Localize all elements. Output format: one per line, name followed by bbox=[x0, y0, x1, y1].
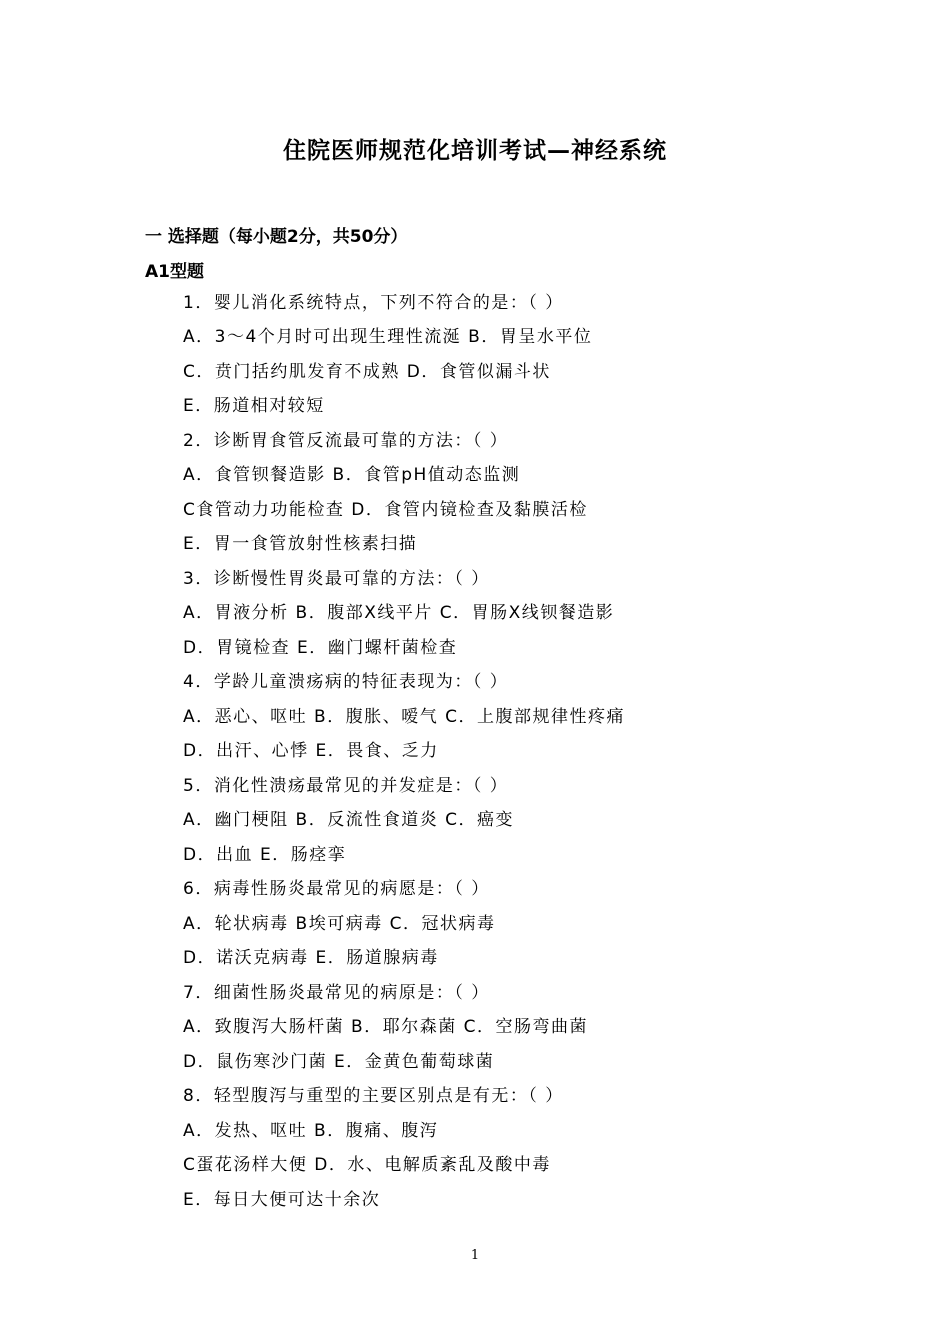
question-line: 4．学龄儿童溃疡病的特征表现为：（ ） bbox=[183, 672, 509, 692]
question-line: 5．消化性溃疡最常见的并发症是：（ ） bbox=[183, 776, 509, 796]
option-line: D．出汗、心悸 E．畏食、乏力 bbox=[183, 741, 439, 761]
question-line: 7．细菌性肠炎最常见的病原是：（ ） bbox=[183, 983, 490, 1003]
option-line: E．肠道相对较短 bbox=[183, 396, 325, 416]
option-line: A．食管钡餐造影 B．食管pH值动态监测 bbox=[183, 465, 521, 485]
option-line: E．胃一食管放射性核素扫描 bbox=[183, 534, 418, 554]
option-line: D．鼠伤寒沙门菌 E．金黄色葡萄球菌 bbox=[183, 1052, 495, 1072]
section-heading: 一 选择题（每小题2分，共50分） bbox=[145, 227, 408, 247]
question-type-heading: A1型题 bbox=[145, 262, 204, 282]
option-line: A．胃液分析 B．腹部X线平片 C．胃肠X线钡餐造影 bbox=[183, 603, 615, 623]
option-line: D．胃镜检查 E．幽门螺杆菌检查 bbox=[183, 638, 458, 658]
option-line: C．贲门括约肌发育不成熟 D．食管似漏斗状 bbox=[183, 362, 551, 382]
question-line: 2．诊断胃食管反流最可靠的方法：（ ） bbox=[183, 431, 509, 451]
question-line: 6．病毒性肠炎最常见的病愿是：（ ） bbox=[183, 879, 490, 899]
option-line: C蛋花汤样大便 D．水、电解质紊乱及酸中毒 bbox=[183, 1155, 551, 1175]
option-line: D．诺沃克病毒 E．肠道腺病毒 bbox=[183, 948, 439, 968]
option-line: A．3～4个月时可出现生理性流涎 B．胃呈水平位 bbox=[183, 327, 593, 347]
option-line: A．致腹泻大肠杆菌 B．耶尔森菌 C．空肠弯曲菌 bbox=[183, 1017, 588, 1037]
question-line: 3．诊断慢性胃炎最可靠的方法：（ ） bbox=[183, 569, 490, 589]
option-line: C食管动力功能检查 D．食管内镜检查及黏膜活检 bbox=[183, 500, 588, 520]
option-line: A．幽门梗阻 B．反流性食道炎 C．癌变 bbox=[183, 810, 514, 830]
page-number: 1 bbox=[470, 1248, 480, 1263]
option-line: D．出血 E．肠痉挛 bbox=[183, 845, 347, 865]
option-line: A．发热、呕吐 B．腹痛、腹泻 bbox=[183, 1121, 439, 1141]
page-title: 住院医师规范化培训考试—神经系统 bbox=[283, 138, 667, 164]
option-line: A．轮状病毒 B埃可病毒 C．冠状病毒 bbox=[183, 914, 496, 934]
option-line: E．每日大便可达十余次 bbox=[183, 1190, 381, 1210]
option-line: A．恶心、呕吐 B．腹胀、嗳气 C．上腹部规律性疼痛 bbox=[183, 707, 625, 727]
question-line: 1．婴儿消化系统特点，下列不符合的是：（ ） bbox=[183, 293, 564, 313]
question-line: 8．轻型腹泻与重型的主要区别点是有无：（ ） bbox=[183, 1086, 564, 1106]
